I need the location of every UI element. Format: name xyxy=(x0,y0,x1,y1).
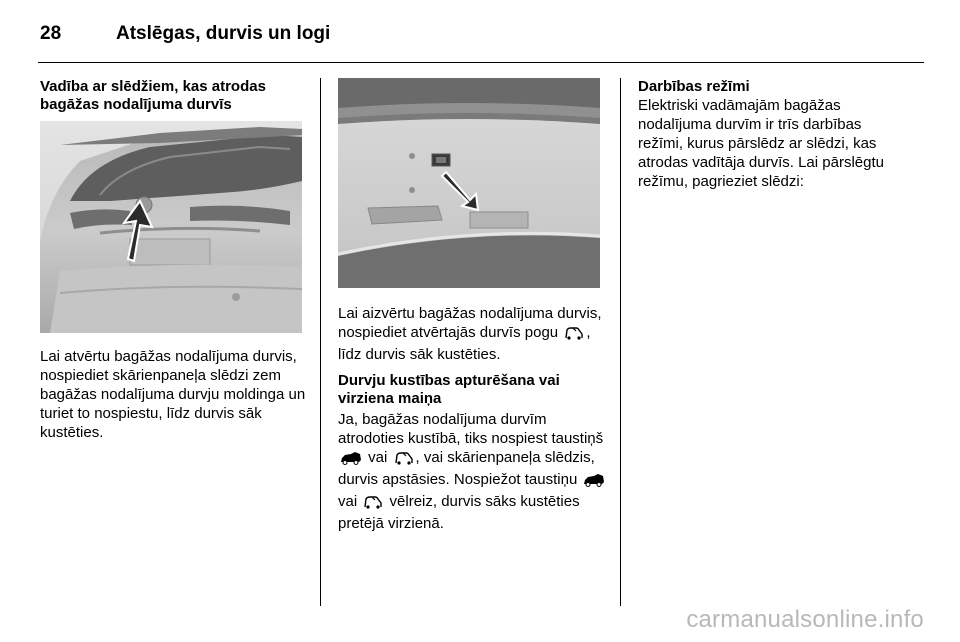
column-3 xyxy=(638,78,910,191)
column-divider-left xyxy=(320,78,321,606)
page-title: Atslēgas, durvis un logi xyxy=(116,23,331,44)
paragraph-open-tailgate: Lai atvērtu bagāžas nodalījuma durvis, nospiediet skārienpaneļa slēdzi zem bagāžas nodalījuma durvju moldinga un turiet to nospiestu, līdz durvis sāk kustēties. xyxy=(40,348,306,441)
column-1 xyxy=(40,78,310,114)
text-stop-5: vēlreiz, durvis sāks kustēties pretējā virzienā. xyxy=(338,493,580,532)
column-divider-right xyxy=(620,78,621,606)
page-header xyxy=(40,14,330,54)
header-rule xyxy=(38,62,924,63)
text-stop-1: Ja, bagāžas nodalījuma durvīm atrodoties kustībā, tiks nospiest taustiņš xyxy=(338,411,604,447)
figure-tailgate-inside xyxy=(338,78,600,288)
text-stop-2: vai xyxy=(368,449,388,466)
text-close-2: , līdz durvis sāk kustēties. xyxy=(338,324,591,363)
watermark: carmanualsonline.info xyxy=(686,606,924,633)
paragraph-close-tailgate xyxy=(338,304,610,364)
paragraph-modes: Elektriski vadāmajām bagāžas nodalījuma durvīm ir trīs darbības režīmi, kurus pārslēdz ar slēdzi, kas atrodas vadītāja durvīs. Lai pārslēgtu režīmu, pagrieziet slēdzi: xyxy=(638,97,884,190)
text-close-1: Lai aizvērtu bagāžas nodalījuma durvis, nospiediet atvērtajās durvīs pogu xyxy=(338,305,602,341)
car-open-tailgate-icon xyxy=(583,473,605,492)
section-heading-stop-motion: Durvju kustības apturēšana vai virziena maiņa xyxy=(338,372,560,407)
text-stop-4: vai xyxy=(338,493,358,510)
paragraph-stop-motion xyxy=(338,410,610,533)
section-heading-modes: Darbības režīmi xyxy=(638,78,750,95)
tailgate-close-icon xyxy=(564,326,584,345)
figure-tailgate-rear xyxy=(40,121,302,333)
column-2 xyxy=(338,304,610,533)
section-heading-switches: Vadība ar slēdžiem, kas atrodas bagāžas nodalījuma durvīs xyxy=(40,78,266,113)
tailgate-close-icon xyxy=(394,451,414,470)
tailgate-close-icon xyxy=(363,495,383,514)
car-open-tailgate-icon xyxy=(340,451,362,470)
text-stop-3: , vai skārienpaneļa slēdzis, durvis apstāsies. Nospiežot taustiņu xyxy=(338,449,595,488)
page-number: 28 xyxy=(40,23,62,44)
column-1-body xyxy=(40,347,312,442)
